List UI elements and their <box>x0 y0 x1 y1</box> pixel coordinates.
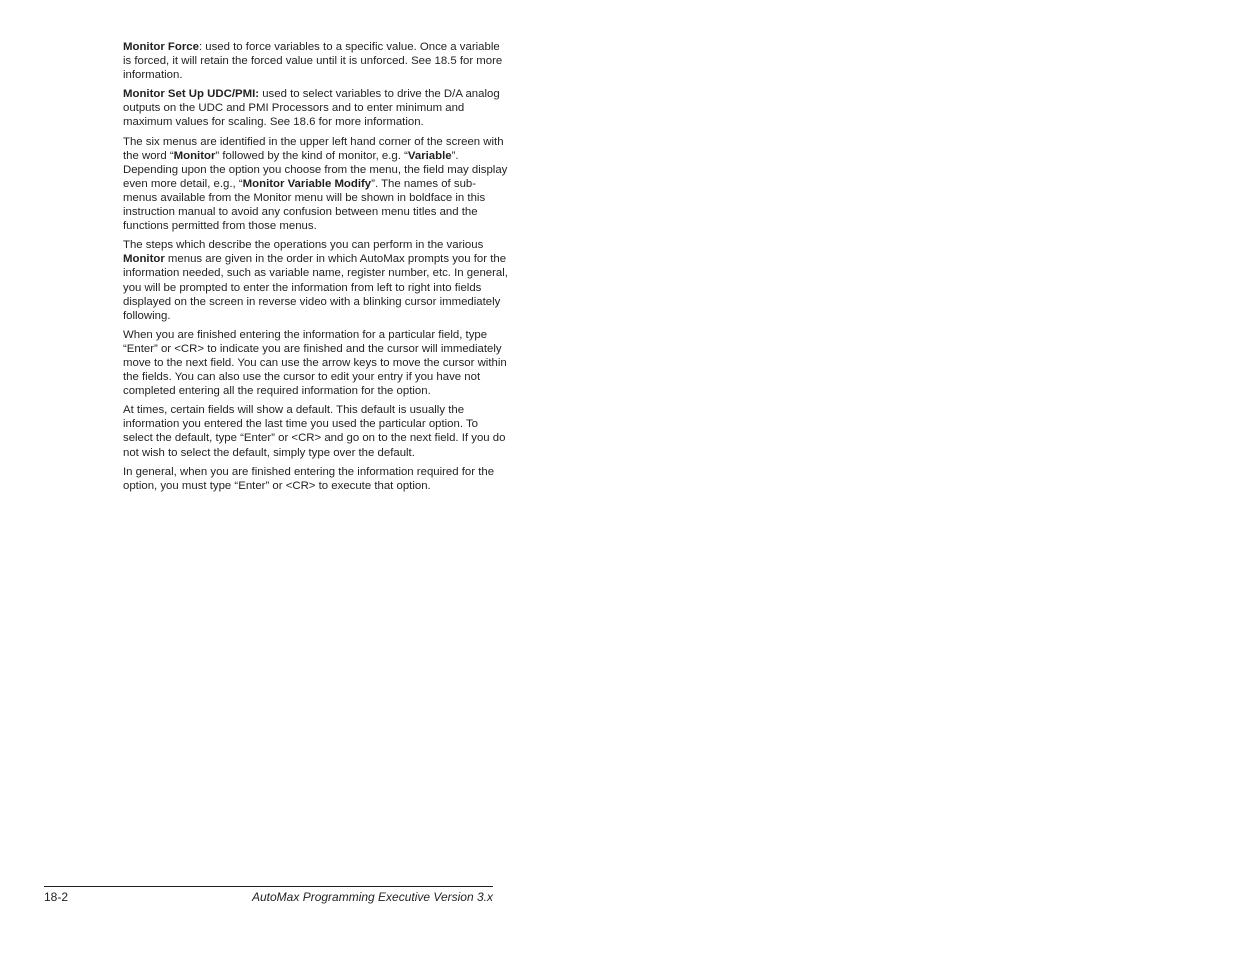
paragraph-monitor-setup-udc-pmi <box>123 87 509 129</box>
page-number: 18-2 <box>44 890 69 904</box>
paragraph-text: menus are given in the order in which AutoMax prompts you for the information needed, such as variable name, register number, etc. In general, you will be prompted to enter the information from left to right into fields displayed on the screen in reverse video with a blinking cursor immediately following. <box>123 253 508 322</box>
paragraph-text: ”. The names of sub-menus available from the Monitor menu will be shown in boldface in this instruction manual to avoid any confusion between menu titles and the functions permitted from those menus. <box>123 177 486 233</box>
paragraph-six-menus <box>123 135 509 234</box>
running-title: AutoMax Programming Executive Version 3.x <box>252 890 493 904</box>
paragraph-text: When you are finished entering the information for a particular field, type “Enter” or <CR> to indicate you are finished and the cursor will immediately move to the next field. You can use the arrow keys to move the cursor within the fields. You can also use the cursor to edit your entry if you have not completed entering all the required information for the option. <box>123 328 507 398</box>
paragraph-text: ” followed by the kind of monitor, e.g. “ <box>215 149 408 162</box>
bold-term: Monitor Force <box>123 41 199 53</box>
paragraph-text: : used to force variables to a specific value. Once a variable is forced, it will retain the forced value until it is unforced. See 18.5 for more information. <box>123 41 503 82</box>
bold-term: Monitor <box>173 149 216 162</box>
paragraph-defaults <box>123 403 509 459</box>
bold-term: Monitor Variable Modify <box>242 177 372 190</box>
body-text <box>123 40 509 498</box>
paragraph-finished-entering <box>123 328 509 398</box>
footer-rule <box>44 886 493 887</box>
paragraph-execute <box>123 465 509 493</box>
bold-term: Monitor Set Up UDC/PMI: <box>123 88 260 101</box>
paragraph-steps <box>123 238 509 323</box>
paragraph-text: At times, certain fields will show a default. This default is usually the information you entered the last time you used the particular option. To select the default, type “Enter” or <CR> and go on to the next field. If you do not wish to select the default, simply type over the default. <box>123 404 506 459</box>
bold-term: Monitor <box>123 253 165 266</box>
paragraph-text: The six menus are identified in the upper left hand corner of the screen with the word “ <box>123 135 504 162</box>
paragraph-text: used to select variables to drive the D/A analog outputs on the UDC and PMI Processors and to enter minimum and maximum values for scaling. See 18.6 for more information. <box>123 88 500 129</box>
bold-term: Variable <box>407 149 452 162</box>
paragraph-monitor-force <box>123 40 509 82</box>
paragraph-text: ”. Depending upon the option you choose from the menu, the field may display even more detail, e.g., “ <box>123 149 508 190</box>
paragraph-text: The steps which describe the operations you can perform in the various <box>123 239 484 252</box>
paragraph-text: In general, when you are finished entering the information required for the option, you must type “Enter” or <CR> to execute that option. <box>123 465 495 492</box>
